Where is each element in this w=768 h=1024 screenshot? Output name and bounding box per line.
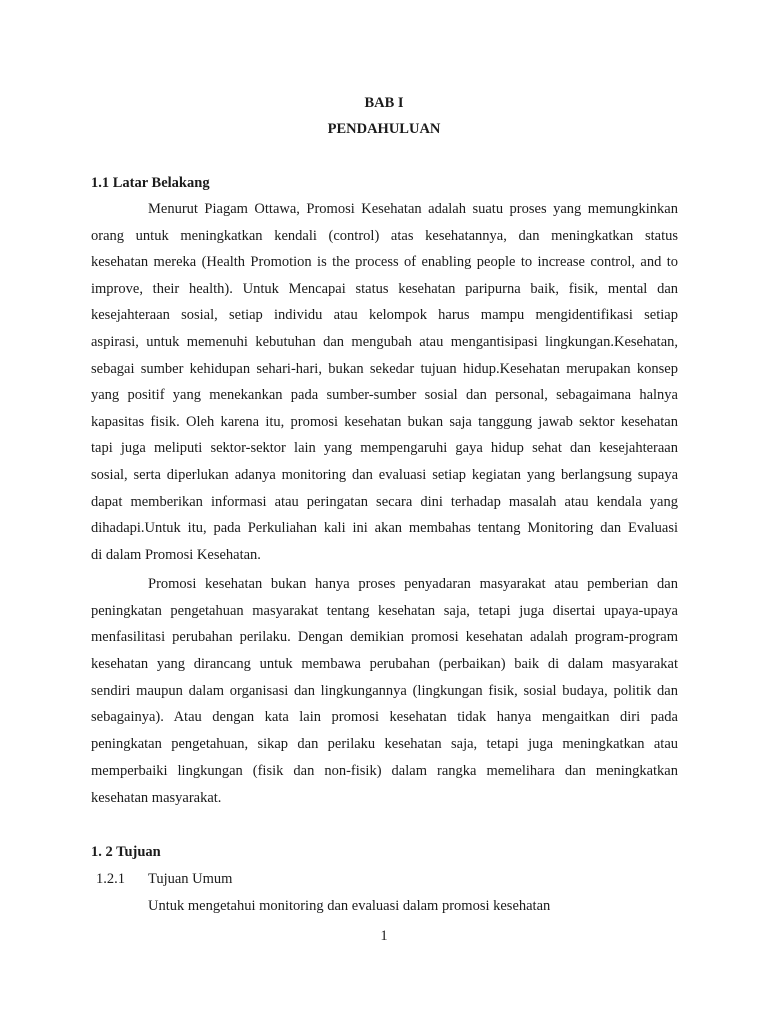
chapter-label: BAB I [364,95,404,111]
subsection-text: Untuk mengetahui monitoring dan evaluasi dalam promosi kesehatan [148,898,551,914]
section-heading: 1.1 Latar Belakang [91,175,210,191]
paragraph-line: di dalam Promosi Kesehatan. [91,546,261,563]
paragraph-line: sosial, serta diperlukan adanya monitoring dan evaluasi setiap kegiatan yang berlangsung supaya [91,466,678,483]
paragraph-line: dihadapi.Untuk itu, pada Perkuliahan kali ini akan membahas tentang Monitoring dan Evaluasi [91,520,678,537]
paragraph-line: aspirasi, untuk memenuhi kebutuhan dan mengubah atau mengantisipasi lingkungan.Kesehatan, [91,333,678,350]
paragraph-line: dapat memberikan informasi atau peringatan secara dini terhadap masalah atau kendala yang [91,493,678,510]
paragraph-line: Menurut Piagam Ottawa, Promosi Kesehatan adalah suatu proses yang memungkinkan [148,201,678,217]
paragraph-line: sendiri maupun dalam organisasi dan lingkungannya (lingkungan fisik, sosial budaya, politik dan [91,682,678,699]
paragraph-line: sebagainya). Atau dengan kata lain promosi kesehatan tidak hanya mengaitkan diri pada [91,709,678,726]
paragraph-line: yang positif yang menekankan pada sumber-sumber sosial dan personal, sebagaimana halnya [91,387,678,404]
chapter-title: PENDAHULUAN [327,121,441,137]
paragraph-line: Promosi kesehatan bukan hanya proses penyadaran masyarakat atau pemberian dan [148,576,678,592]
paragraph-line: kapasitas fisik. Oleh karena itu, promosi kesehatan bukan saja tanggung jawab sektor kesehatan [91,413,678,430]
subsection-number: 1.2.1 [96,871,125,887]
paragraph-line: improve, their health). Untuk Mencapai status kesehatan paripurna baik, fisik, mental dan [91,280,678,297]
paragraph-line: peningkatan pengetahuan, sikap dan perilaku kesehatan saja, tetapi juga meningkatkan atau [91,736,678,753]
page-number: 1 [380,928,388,944]
paragraph [91,196,678,568]
paragraph-line: tapi juga meliputi sektor-sektor lain yang mempengaruhi gaya hidup sehat dan kesejahteraan [91,440,678,457]
paragraph-line: kesehatan masyarakat. [91,789,222,806]
section-heading: 1. 2 Tujuan [91,844,161,860]
paragraph-line: sebagai sumber kehidupan sehari-hari, bukan sekedar tujuan hidup.Kesehatan merupakan konsep [91,360,678,377]
paragraph-line: orang untuk meningkatkan kendali (control) atas kesehatannya, dan meningkatkan status [91,227,678,244]
paragraph-line: menfasilitasi perubahan perilaku. Dengan demikian promosi kesehatan adalah program-program [91,629,678,646]
chapter-header [0,90,768,142]
subsection-title: Tujuan Umum [148,871,233,887]
paragraph [91,571,678,811]
paragraph-line: kesejahteraan sosial, setiap individu atau kelompok harus mampu mengidentifikasi setiap [91,307,678,324]
paragraph-line: kesehatan mereka (Health Promotion is the process of enabling people to increase control, and to [91,254,678,271]
paragraph-line: memperbaiki lingkungan (fisik dan non-fisik) dalam rangka memelihara dan meningkatkan [91,762,678,779]
paragraph-line: kesehatan yang dirancang untuk membawa perubahan (perbaikan) baik di dalam masyarakat [91,656,678,673]
paragraph-line: peningkatan pengetahuan masyarakat tentang kesehatan saja, tetapi juga disertai upaya-upaya [91,602,678,619]
